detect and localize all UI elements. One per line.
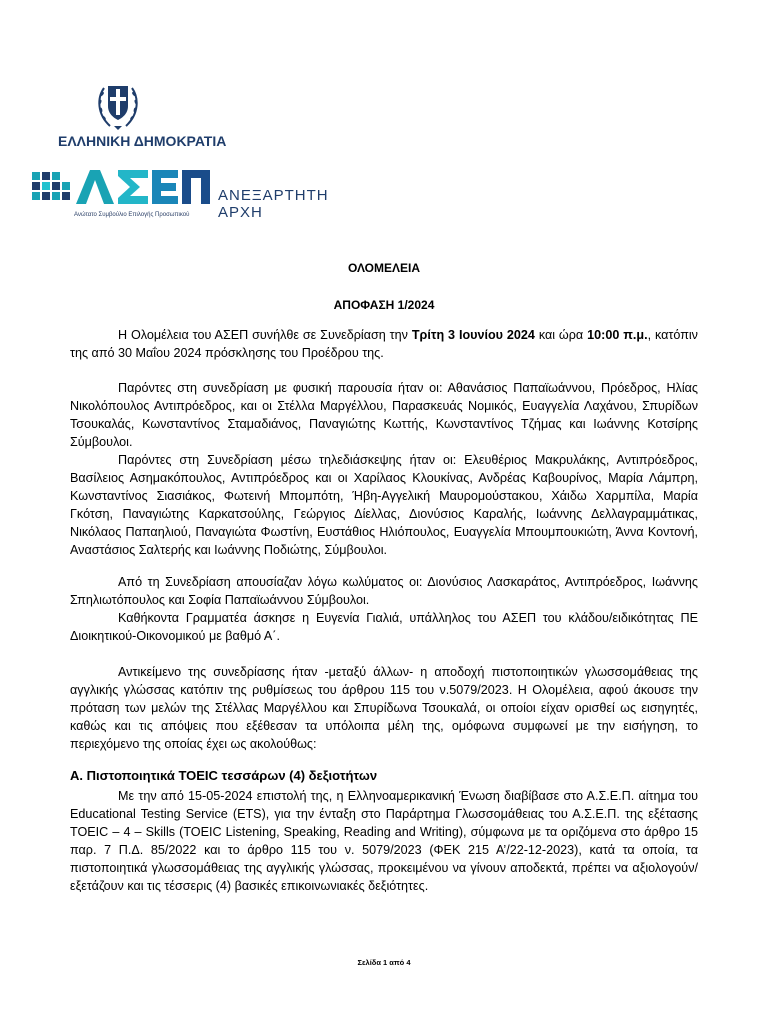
asep-full-name: Ανώτατο Συμβούλιο Επιλογής Προσωπικού [74, 212, 190, 218]
document-title: ΟΛΟΜΕΛΕΙΑ [347, 261, 421, 275]
present-physical-paragraph: Παρόντες στη συνεδρίαση με φυσική παρουσία ήταν οι: Αθανάσιος Παπαϊωάννου, Πρόεδρος, Ηλίας Νικολόπουλος Αντιπρόεδρος, και οι Στέλλα Μαργέλλου, Παρασκευάς Νομικός, Ευαγγελία Λαχάνου, Σπυρίδων Τσουκαλάς, Κωνσταντίνος Σταμαδιάνος, Παναγιώτης Κωττής, Κωνσταντίνος Τζήμας και Ιωάννης Κοτσίρης Σύμβουλοι. [70, 381, 698, 449]
page-number: Σελίδα 1 από 4 [357, 958, 411, 967]
authority-line-1: ΑΝΕΞΑΡΤΗΤΗ [218, 187, 329, 204]
secretary-paragraph: Καθήκοντα Γραμματέα άσκησε η Ευγενία Γιαλιά, υπάλληλος του ΑΣΕΠ του κλάδου/ειδικότητας ΠΕ Διοικητικού-Οικονομικού με βαθμό Α΄. [70, 611, 698, 643]
intro-text-1: Η Ολομέλεια του ΑΣΕΠ συνήλθε σε Συνεδρίαση την [118, 328, 412, 342]
hellenic-republic-emblem-icon [94, 78, 142, 132]
meeting-time: 10:00 π.μ. [587, 328, 648, 342]
asep-logo-icon [30, 168, 210, 212]
section-a-paragraph: Με την από 15-05-2024 επιστολή της, η Ελληνοαμερικανική Ένωση διαβίβασε στο Α.Σ.Ε.Π. αίτημα του Educational Testing Service (ETS), για την ένταξη στο Παράρτημα Γλωσσομάθειας του Α.Σ.Ε.Π. της εξέτασης TOEIC – 4 – Skills (TOEIC Listening, Speaking, Reading and Writing), σύμφωνα με τα οριζόμενα στο άρθρο 15 παρ. 7 Π.Δ. 85/2022 και το άρθρο 115 του ν. 5079/2023 (ΦΕΚ 215 Α’/22-12-2023), κατά τα οποία, τα πιστοποιητικά γλωσσομάθειας της αγγλικής γλώσσας, προκειμένου να γίνουν αποδεκτά, πρέπει να αξιολογούν/εξετάζουν και τις τέσσερις (4) βασικές επικοινωνιακές δεξιότητες. [70, 789, 698, 893]
present-remote-paragraph: Παρόντες στη Συνεδρίαση μέσω τηλεδιάσκεψης ήταν οι: Ελευθέριος Μακρυλάκης, Αντιπρόεδρος, Βασίλειος Ασημακόπουλος, Αντιπρόεδρος και οι Χαρίλαος Κλουκίνας, Ανδρέας Καβουρίνος, Μαρία Λάμπρη, Κωνσταντίνος Σιασιάκος, Φωτεινή Μπομπότη, Ήβη-Αγγελική Μαυρομούστακου, Χάιδω Χαρμπίλα, Μαρία Γκότση, Παναγιώτης Καρκατσούλης, Γεώργιος Δίελλας, Διονύσιος Καραλής, Ιωάννης Δελλαγραμμάτικας, Νικόλαος Παπαηλιού, Παναγιώτα Φωστίνη, Ευστάθιος Ηλιόπουλος, Ευαγγελία Μπουμπουκιώτη, Άννα Κοντονή, Αναστάσιος Σαλτερής και Ιωάννης Ποδιώτης, Σύμβουλοι. [70, 453, 698, 557]
subject-paragraph: Αντικείμενο της συνεδρίασης ήταν -μεταξύ άλλων- η αποδοχή πιστοποιητικών γλωσσομάθειας της αγγλικής γλώσσας κατόπιν της ρυθμίσεως του άρθρου 115 του ν.5079/2023. Η Ολομέλεια, αφού άκουσε την πρόταση των μελών της Στέλλας Μαργέλλου και Σπυρίδωνα Τσουκαλά, οι οποίοι είχαν ορισθεί ως εισηγητές, καθώς και τις απόψεις που εξέθεσαν τα υπόλοιπα μέλη της, ομόφωνα συμφωνεί με την εισήγηση, το περιεχόμενο της οποίας έχει ως ακολούθως: [70, 665, 698, 751]
independent-authority-label [218, 187, 329, 221]
intro-paragraph [70, 326, 698, 362]
decision-number: ΑΠΟΦΑΣΗ 1/2024 [333, 298, 435, 312]
intro-text-3: , κατόπιν της από 30 Μαΐου 2024 πρόσκλησης του Προέδρου της. [70, 328, 698, 360]
authority-line-2: ΑΡΧΗ [218, 204, 263, 221]
meeting-date: Τρίτη 3 Ιουνίου 2024 [411, 328, 535, 342]
intro-text-2: και ώρα [534, 328, 588, 342]
section-a-title: Α. Πιστοποιητικά TOEIC τεσσάρων (4) δεξιοτήτων [70, 768, 378, 783]
republic-name: ΕΛΛΗΝΙΚΗ ΔΗΜΟΚΡΑΤΙΑ [58, 133, 227, 149]
absent-paragraph: Από τη Συνεδρίαση απουσίαζαν λόγω κωλύματος οι: Διονύσιος Λασκαράτος, Αντιπρόεδρος, Ιωάννης Σπηλιωτόπουλος και Σοφία Παπαϊωάννου Σύμβουλοι. [70, 575, 698, 607]
